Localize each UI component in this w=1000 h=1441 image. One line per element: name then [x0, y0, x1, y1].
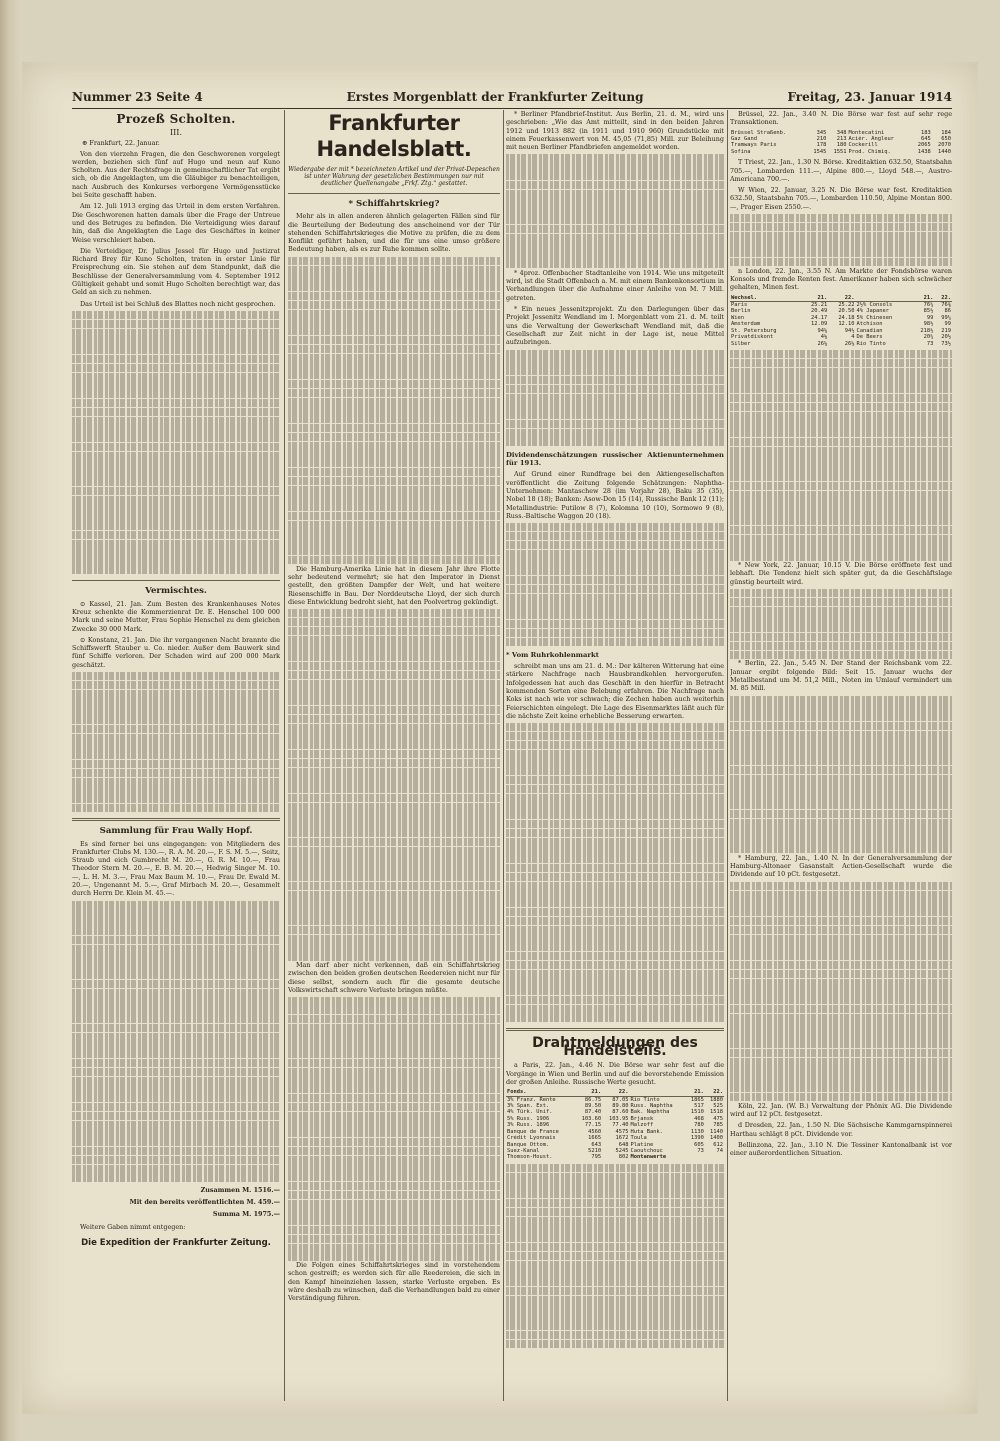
divider [506, 1028, 724, 1031]
dateline: ⊕ Frankfurt, 22. Januar. [82, 139, 160, 148]
text-filler [730, 350, 952, 561]
text-filler [288, 609, 500, 960]
article-title-prozess: Prozeß Scholten. [116, 112, 236, 126]
sum-frueher: Mit den bereits veröffentlichten M. 459.— [129, 1197, 280, 1206]
section-title-handelsblatt: Frankfurter Handelsblatt. [316, 111, 472, 161]
paragraph: * New York, 22. Januar, 10.15 V. Die Börse eröffnete fest und lebhaft. Die Tendenz hielt sich später gut, da die Geschäftslage günstig beurteilt wird. [730, 561, 952, 586]
masthead-title: Erstes Morgenblatt der Frankfurter Zeitung [346, 90, 644, 104]
table-header-row: Wechsel. 21. 22. 21. 22. [731, 294, 951, 301]
paragraph: ⊙ Konstanz, 21. Jan. Die ihr vergangenen Nacht brannte die Schiffswerft Stauber u. Co. nieder. Außer dem Bauwerk sind fünf Schiffe verloren. Der Schaden wird auf 200 000 Mark geschätzt. [72, 635, 280, 669]
paragraph: Das Urteil ist bei Schluß des Blattes noch nicht gesprochen. [80, 299, 276, 308]
masthead [72, 88, 952, 109]
paragraph: Die Hamburg-Amerika Linie hat in diesem Jahr ihre Flotte sehr bedeutend vermehrt; sie hat den Imperator in Dienst gestellt, den größten Dampfer der Welt, und hat weitere Riesenschiffe in Bau. Der Norddeutsche Lloyd, der sich durch diese Entwicklung bedroht sieht, hat den Poolvertrag gekündigt. [288, 564, 500, 606]
paragraph: d Dresden, 22. Jan., 1.50 N. Die Sächsische Kammgarnspinnerei Harthau schlägt 8 pCt. Dividende vor. [730, 1121, 952, 1138]
column-2 [288, 110, 500, 1401]
section-title-drahtmeldungen: Drahtmeldungen des Handelsteils. [532, 1034, 698, 1060]
masthead-date: Freitag, 23. Januar 1914 [787, 90, 952, 104]
table-header-row [506, 1089, 724, 1096]
paragraph: schreibt man uns am 21. d. M.: Der kälteren Witterung hat eine stärkere Nachfrage nach Hausbrandkohlen hervorgerufen. Infolgedessen hat auch das Geschäft in den hierfür in Betracht kommenden Sorten eine Belebung erfahren. Die Nachfrage nach Koks ist nach wie vor schwach; die Zechen haben auch weiterhin Feierschichten eingelegt. Die Lage des Eisenmarktes läßt auch für die nächste Zeit keine erhebliche Besserung erwarten. [506, 662, 724, 720]
table-row: Banque de France 4560 4575 Huta Bank. 1130 1140 [507, 1128, 723, 1135]
text-filler [730, 696, 952, 854]
expedition-label: Die Expedition der Frankfurter Zeitung. [81, 1237, 271, 1248]
paragraph: Mehr als in allen anderen ähnlich gelagerten Fällen sind für die Beurteilung der Bedeutung des anscheinend vor der Tür stehenden Schiffahrtskrieges die Motive zu prüfen, die zu dem Konflikt geführt haben, und die für uns eine umso größere Bedeutung haben, als es zur Ruhe kommen sollte. [288, 212, 500, 254]
paragraph: Am 12. Juli 1913 erging das Urteil in dem ersten Verfahren. Die Geschworenen hatten damals über die Frage der Untreue und des Betruges zu befinden. Die Verteidigung wies darauf hin, daß die Angeklagten die Lage des Geschäftes in keiner Weise verschleiert haben. [72, 202, 280, 244]
text-filler [72, 672, 280, 812]
table-row: Suez-Kanal 5210 5245 Caoutchouc 73 74 [507, 1147, 723, 1154]
paragraph: n London, 22. Jan., 3.55 N. Am Markte der Fondsbörse waren Konsols und fremde Renten fest. Amerikaner haben sich schwächer gehalten, Minen fest. [730, 266, 952, 292]
article-title-schiffahrt: * Schiffahrtskrieg? [348, 199, 440, 209]
paragraph: * Berlin, 22. Jan., 5.45 N. Der Stand der Reichsbank vom 22. Januar ergibt folgende Bild: Seit 15. Januar wuchs der Metallbestand um M. 51,2 Mill., Noten im Umlauf vermindert um M. 85 Mill. [730, 659, 952, 693]
paragraph: ⊙ Kassel, 21. Jan. Zum Besten des Krankenhauses Notes Kreuz schenkte die Kommerzienrat Dr. E. Henschel 100 000 Mark und seine Mutter, Frau Sophie Henschel zu dem gleichen Zwecke 30 000 Mark. [72, 599, 280, 633]
section-title-sammlung: Sammlung für Frau Wally Hopf. [99, 826, 253, 837]
table-row: Privatdiskont 4⅛ 4 De Beers 20¼ 20½ [731, 334, 951, 341]
th: 22. [705, 1089, 724, 1096]
column-3 [506, 110, 724, 1401]
text-filler [72, 901, 280, 1182]
text-filler [730, 589, 952, 659]
table-row: St. Petersburg 94⅝ 94½ Canadian 218½ 219 [731, 327, 951, 334]
th: 21. [575, 1089, 602, 1096]
text-filler [506, 723, 724, 1022]
article-part: III. [169, 128, 183, 137]
table-row: Thomson-Houst. 795 802 Montanwerte [507, 1154, 667, 1161]
paragraph: Die Folgen eines Schiffahrtskrieges sind in vorstehendem schon gestreift; es werden sich für alle Reedereien, die sich in den Kampf hineinziehen lassen, starke Verluste ergeben. Es wäre deshalb zu wünschen, daß die Verhandlungen bald zu einer Verständigung führen. [288, 1261, 500, 1303]
london-quotes-table [730, 295, 952, 347]
table-row: Banque Ottom. 643 648 Platine 605 612 [507, 1141, 723, 1148]
text-filler [730, 882, 952, 1101]
paragraph: W Wien, 22. Januar, 3.25 N. Die Börse war fest. Kreditaktien 632.50, Staatsbahn 705.—, Lombarden 110.50, Alpine Montan 800.—, Prager Eisen 2550.—. [730, 186, 952, 211]
column-rule-2 [503, 110, 504, 1401]
text-filler [288, 997, 500, 1260]
text-filler [288, 257, 500, 564]
paragraph: Die Verteidiger, Dr. Julius Jessel für Hugo und Justizrat Richard Brey für Kuno Scholten, traten in erster Linie für Freisprechung ein. Sie stehen auf dem Standpunkt, daß die Beschlüsse der Generalversammlung vom 4. September 1912 Gültigkeit gehabt und somit Hugo Scholten berechtigt war, das Geld an sich zu nehmen. [72, 246, 280, 297]
brussel-quotes-table [730, 130, 952, 156]
masthead-issue: Nummer 23 Seite 4 [72, 90, 203, 104]
article-title-dividenden: Dividendenschätzungen russischer Aktienunternehmen für 1913. [506, 450, 724, 468]
table-row: Paris 25.21 25.22 2½% Consols 76¼ 76⅜ [731, 302, 951, 309]
text-filler [506, 154, 724, 268]
column-1 [72, 110, 280, 1401]
table-row: Brüssel Straßenb. 345 348 Montecatini 183 184 [731, 129, 951, 136]
paragraph: Köln, 22. Jan. (W. B.) Verwaltung der Phönix AG. Die Dividende wird auf 12 pCt. festgesetzt. [730, 1101, 952, 1118]
table-row: 3% Russ. 1896 77.15 77.40 Malzoff 780 785 [507, 1122, 723, 1129]
table-row: Gaz Gand 210 213 Aciér. Angleur 645 650 [731, 136, 951, 142]
th [629, 1089, 685, 1096]
table-row: Crédit Lyonnais 1665 1672 Toula 1390 1400 [507, 1135, 723, 1142]
text-filler [506, 523, 724, 646]
table-row: Sofina 1545 1551 Prod. Chimiq. 1438 1440 [731, 148, 951, 155]
text-filler [72, 311, 280, 574]
paris-quotes-table [506, 1089, 724, 1160]
copyright-notice: Wiedergabe der mit * bezeichneten Artikel und der Privat-Depeschen ist unter Wahrung der gesetzlichen Bestimmungen nur mit deutlicher Quellenangabe „Frkf. Ztg.“ gestattet. [288, 166, 500, 187]
paragraph: Auf Grund einer Rundfrage bei den Aktiengesellschaften veröffentlicht die Zeitung folgende Schätzungen: Naphtha-Unternehmen: Mantaschew 28 (im Vorjahr 28), Baku 35 (35), Nobel 18 (18); Banken: Asow-Don 15 (14), Russische Bank 12 (11); Metallindustrie: Putilow 8 (7), Kolomna 10 (10), Sormowo 9 (8), Russ.-Baltische Waggon 20 (18). [506, 470, 724, 520]
paragraph: a Paris, 22. Jan., 4.46 N. Die Börse war sehr fest auf die Vorgänge in Wien und Berlin und auf die bevorstehende Emission der großen Anleihe. Russische Werte gesucht. [506, 1061, 724, 1086]
paragraph: T Triest, 22. Jan., 1.30 N. Börse. Kreditaktien 632.50, Staatsbahn 705.—, Lombarden 111.—, Alpine 800.—, Lloyd 548.—, Austro-Americana 700.—. [730, 158, 952, 183]
th: 21. [686, 1089, 705, 1096]
table-row: 3% Franz. Rente 86.75 87.05 Rio Tinto 1865 1880 [507, 1096, 723, 1103]
page-binding [0, 0, 22, 1441]
divider [288, 193, 500, 194]
th: Fonds. [506, 1089, 575, 1096]
sum-zusammen: Zusammen M. 1516.— [200, 1185, 280, 1194]
column-4 [730, 110, 952, 1401]
paragraph: Es sind ferner bei uns eingegangen: von Mitgliedern des Frankfurter Clubs M. 130.—, R. A. M. 20.—, F. S. M. 5.—, Seitz, Straub und eich Gumbrecht M. 20.—, G. R. M. 10.—, Frau Theodor Stern M. 20.—, E. B. M. 20.—, Hedwig Singer M. 10.—, L. H. M. 3.—, Frau Max Baum M. 10.—, Frau Dr. Ewald M. 20.—, Ungenannt M. 5.—, Graf Mirbach M. 20.—, Gesammelt durch Herrn Dr. Klein M. 45.—. [72, 839, 280, 898]
note: Weitere Gaben nimmt entgegen: [80, 1222, 186, 1231]
paragraph: Von den vierzehn Fragen, die den Geschworenen vorgelegt werden, beziehen sich fünf auf Hugo und neun auf Kuno Scholten. Aus der Rechtsfrage in gemeinschaftlicher Tat ergibt sich, ob die Angeklagten, um die Gläubiger zu benachteiligen, nach Ausbruch des Konkurses verborgene Vermögensstücke bei Seite geschafft haben. [72, 149, 280, 200]
table-row: Tramways Paris 178 180 Cockerill 2065 2070 [731, 142, 951, 149]
column-rule-1 [284, 110, 285, 1401]
paragraph: * Ein neues Jessenitzprojekt. Zu den Darlegungen über das Projekt Jessenitz Wendland im I. Morgenblatt vom 21. d. M. teilt uns die Verwaltung der Gewerkschaft Wendland mit, daß die Gesellschaft zur Zeit nicht in der Lage ist, neue Mittel aufzubringen. [506, 305, 724, 347]
paragraph: * 4proz. Offenbacher Stadtanleihe von 1914. Wie uns mitgeteilt wird, ist die Stadt Offenbach a. M. mit einem Bankenkonsortium in Verhandlungen über die Aufnahme einer Anleihe von M. 7 Mill. getreten. [506, 268, 724, 302]
divider [72, 580, 280, 581]
sum-total: Summa M. 1975.— [212, 1210, 280, 1219]
table-row: Berlin 20.49 20.50 4% Japaner 85½ 86 [731, 308, 951, 315]
table-row: Amsterdam 12.09 12.10 Atchison 98½ 99 [731, 321, 951, 328]
column-rule-3 [727, 110, 728, 1401]
text-filler [506, 1164, 724, 1348]
section-title-vermischtes: Vermischtes. [145, 586, 207, 597]
paragraph: Man darf aber nicht verkennen, daß ein Schiffahrtskrieg zwischen den beiden großen deutschen Reedereien nicht nur für diese selbst, sondern auch für die gesamte deutsche Volkswirtschaft schwere Verluste bringen müßte. [288, 961, 500, 994]
paragraph: * Hamburg, 22. Jan., 1.40 N. In der Generalversammlung der Hamburg-Altonaer Gasanstalt Actien-Gesellschaft wurde die Dividende auf 10 pCt. festgesetzt. [730, 853, 952, 879]
article-title-ruhrkohle: * Vom Ruhrkohlenmarkt [506, 650, 599, 659]
paragraph: * Berliner Pfandbrief-Institut. Aus Berlin, 21. d. M., wird uns geschrieben: „Wie das Amt mitteilt, sind in den beiden Jahren 1912 und 1913 882 (in 1911 und 1910 960) Grundstücke mit einem Feuerkassenwert von M. 45,05 (71,85) Mill. zur Beleihung mit neuen Berliner Pfandbriefen angemeldet worden. [506, 110, 724, 152]
divider [72, 818, 280, 821]
paragraph: Bellinzona, 22. Jan., 3.10 N. Die Tessiner Kantonalbank ist vor einer außerordentlichen Situation. [730, 1140, 952, 1158]
table-row: Silber 26⅝ 26⅝ Rio Tinto 73 73½ [731, 340, 951, 347]
table-row: 3% Span. Ext. 89.50 89.80 Russ. Naphtha 517 525 [507, 1103, 723, 1110]
table-row: Wien 24.17 24.18 5% Chinesen 99 99¼ [731, 314, 951, 321]
text-filler [506, 350, 724, 446]
table-row: 5% Russ. 1906 103.60 103.95 Brjansk 468 475 [507, 1115, 723, 1122]
paragraph: Brüssel, 22. Jan., 3.40 N. Die Börse war fest auf sehr rege Transaktionen. [730, 110, 952, 127]
th: 22. [602, 1089, 629, 1096]
text-filler [730, 214, 952, 266]
table-row: 4% Türk. Unif. 87.40 87.60 Bak. Naphtha 1510 1518 [507, 1109, 723, 1116]
